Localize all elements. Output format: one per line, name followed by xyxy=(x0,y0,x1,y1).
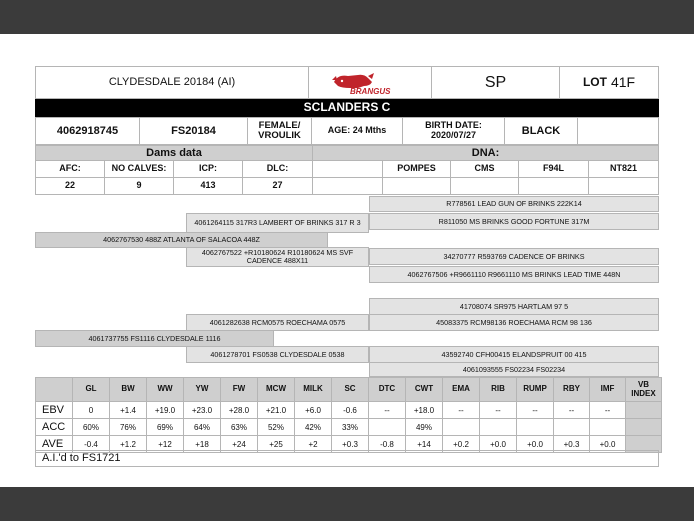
dna-blank-value xyxy=(312,177,383,195)
ebv-col-header: EMA xyxy=(443,378,480,402)
brangus-logo xyxy=(308,66,432,99)
ebv-cell: +23.0 xyxy=(184,402,221,419)
ebv-cell: 60% xyxy=(73,419,110,436)
ebv-row-label: EBV xyxy=(36,402,73,419)
ebv-cell: +6.0 xyxy=(295,402,332,419)
ebv-vb-cell xyxy=(626,402,662,419)
logo-text: BRANGUS xyxy=(350,86,391,96)
ebv-cell xyxy=(480,419,517,436)
ebv-cell: 52% xyxy=(258,419,295,436)
ebv-cell: +12 xyxy=(147,436,184,453)
animal-age: AGE: 24 Mths xyxy=(311,117,403,145)
ebv-col-header: IMF xyxy=(590,378,626,402)
ebv-row-label: AVE xyxy=(36,436,73,453)
ebv-cell: -- xyxy=(443,402,480,419)
pedigree-dam: 4062767522 +R10180624 R10180624 MS SVF CADENCE 488X11 xyxy=(186,247,369,267)
ebv-cell xyxy=(590,419,626,436)
ebv-cell: 49% xyxy=(406,419,443,436)
dna-header-nt821: NT821 xyxy=(588,160,659,178)
ebv-col-header: VB INDEX xyxy=(626,378,662,402)
dna-header-cms: CMS xyxy=(450,160,519,178)
ebv-cell: 76% xyxy=(110,419,147,436)
ebv-cell: +1.2 xyxy=(110,436,147,453)
ebv-cell: 33% xyxy=(332,419,369,436)
animal-color: BLACK xyxy=(504,117,578,145)
ebv-cell: +14 xyxy=(406,436,443,453)
ebv-cell: -- xyxy=(554,402,590,419)
ebv-vb-cell xyxy=(626,419,662,436)
ebv-cell xyxy=(517,419,554,436)
ebv-cell: -- xyxy=(369,402,406,419)
ebv-row xyxy=(36,419,662,436)
pedigree-sire: 4061264115 317R3 LAMBERT OF BRINKS 317 R 3 xyxy=(186,213,369,233)
dna-value-pompes xyxy=(382,177,451,195)
ebv-col-header: MCW xyxy=(258,378,295,402)
ebv-cell: +21.0 xyxy=(258,402,295,419)
ebv-corner xyxy=(36,378,73,402)
ebv-cell: +0.0 xyxy=(480,436,517,453)
ebv-col-header: RBY xyxy=(554,378,590,402)
dams-value-calves: 9 xyxy=(104,177,174,195)
ebv-row-label: ACC xyxy=(36,419,73,436)
ebv-cell: +0.0 xyxy=(590,436,626,453)
ebv-cell: +19.0 xyxy=(147,402,184,419)
ebv-row xyxy=(36,402,662,419)
ebv-cell: +18.0 xyxy=(406,402,443,419)
pedigree-dam2: 4061278701 FS0538 CLYDESDALE 0538 xyxy=(186,346,369,363)
pedigree-dam2-dam: 4061093555 FS02234 FS02234 xyxy=(369,362,659,377)
ebv-col-header: GL xyxy=(73,378,110,402)
ebv-col-header: MILK xyxy=(295,378,332,402)
ebv-cell: -- xyxy=(480,402,517,419)
ebv-cell: -0.4 xyxy=(73,436,110,453)
ebv-cell: -0.6 xyxy=(332,402,369,419)
dams-value-afc: 22 xyxy=(35,177,105,195)
footer-note: A.I.'d to FS1721 xyxy=(35,450,659,467)
ebv-cell: +18 xyxy=(184,436,221,453)
ebv-col-header: BW xyxy=(110,378,147,402)
pedigree-sire2: 4061282638 RCM0575 ROECHAMA 0575 xyxy=(186,314,369,331)
dams-value-dlc: 27 xyxy=(242,177,313,195)
bull-logo-icon xyxy=(328,70,412,96)
ebv-cell xyxy=(369,419,406,436)
ebv-header-row xyxy=(36,378,662,402)
ebv-col-header: CWT xyxy=(406,378,443,402)
ebv-col-header: FW xyxy=(221,378,258,402)
dams-title: Dams data xyxy=(35,145,313,161)
animal-id: 4062918745 xyxy=(35,117,140,145)
ebv-cell: +0.3 xyxy=(554,436,590,453)
animal-blank xyxy=(577,117,659,145)
dams-value-icp: 413 xyxy=(173,177,243,195)
ebv-cell: +0.2 xyxy=(443,436,480,453)
lot-box xyxy=(559,66,659,99)
dams-header-dlc: DLC: xyxy=(242,160,313,178)
ebv-cell: 42% xyxy=(295,419,332,436)
ebv-cell: 63% xyxy=(221,419,258,436)
ebv-cell: +2 xyxy=(295,436,332,453)
pedigree-dam-dam: 4062767506 +R9661110 R9661110 MS BRINKS LEAD TIME 448N xyxy=(369,266,659,283)
ebv-cell: +1.4 xyxy=(110,402,147,419)
dams-header-icp: ICP: xyxy=(173,160,243,178)
pedigree-dam-line: 4061737755 FS1116 CLYDESDALE 1116 xyxy=(35,330,274,347)
animal-tag: FS20184 xyxy=(139,117,248,145)
ebv-col-header: WW xyxy=(147,378,184,402)
ebv-col-header: SC xyxy=(332,378,369,402)
pedigree-sire-dam: R811050 MS BRINKS GOOD FORTUNE 317M xyxy=(369,213,659,230)
dna-value-cms xyxy=(450,177,519,195)
ebv-table xyxy=(35,377,662,453)
ebv-cell: +28.0 xyxy=(221,402,258,419)
ebv-cell: +0.3 xyxy=(332,436,369,453)
pedigree-dam-sire: 34270777 R593769 CADENCE OF BRINKS xyxy=(369,248,659,265)
ebv-col-header: RUMP xyxy=(517,378,554,402)
ebv-cell: -0.8 xyxy=(369,436,406,453)
ebv-cell: +24 xyxy=(221,436,258,453)
pedigree-sire2-dam: 45083375 RCM98136 ROECHAMA RCM 98 136 xyxy=(369,314,659,331)
dams-header-afc: AFC: xyxy=(35,160,105,178)
dna-blank-header xyxy=(312,160,383,178)
ebv-cell: -- xyxy=(517,402,554,419)
ebv-cell: +25 xyxy=(258,436,295,453)
lot-prefix: LOT xyxy=(582,74,607,89)
pedigree-sire-sire: R778561 LEAD GUN OF BRINKS 222K14 xyxy=(369,196,659,212)
ebv-cell xyxy=(554,419,590,436)
pedigree-dam2-sire: 43592740 CFH00415 ELANDSPRUIT 00 415 xyxy=(369,346,659,363)
ebv-cell: 64% xyxy=(184,419,221,436)
dams-header-calves: NO CALVES: xyxy=(104,160,174,178)
animal-sex: FEMALE/ VROULIK xyxy=(247,117,312,145)
animal-name: SCLANDERS C xyxy=(35,99,659,117)
dna-value-f94l xyxy=(518,177,589,195)
dna-value-nt821 xyxy=(588,177,659,195)
ebv-cell xyxy=(443,419,480,436)
top-band xyxy=(0,0,694,34)
ebv-cell: -- xyxy=(590,402,626,419)
dna-header-pompes: POMPES xyxy=(382,160,451,178)
ebv-cell: 0 xyxy=(73,402,110,419)
ebv-cell: 69% xyxy=(147,419,184,436)
pedigree-sire-line: 4062767530 488Z ATLANTA OF SALACOA 448Z xyxy=(35,232,328,248)
ebv-col-header: YW xyxy=(184,378,221,402)
dna-header-f94l: F94L xyxy=(518,160,589,178)
pedigree-sire2-sire: 41708074 SR975 HARTLAM 97 5 xyxy=(369,298,659,315)
bottom-band xyxy=(0,487,694,521)
ebv-cell: +0.0 xyxy=(517,436,554,453)
ebv-col-header: RIB xyxy=(480,378,517,402)
sire-label: CLYDESDALE 20184 (AI) xyxy=(35,66,309,99)
dna-title: DNA: xyxy=(312,145,659,161)
ebv-col-header: DTC xyxy=(369,378,406,402)
birth-date: BIRTH DATE: 2020/07/27 xyxy=(402,117,505,145)
grade: SP xyxy=(431,66,560,99)
lot-number: 41F xyxy=(610,73,636,90)
